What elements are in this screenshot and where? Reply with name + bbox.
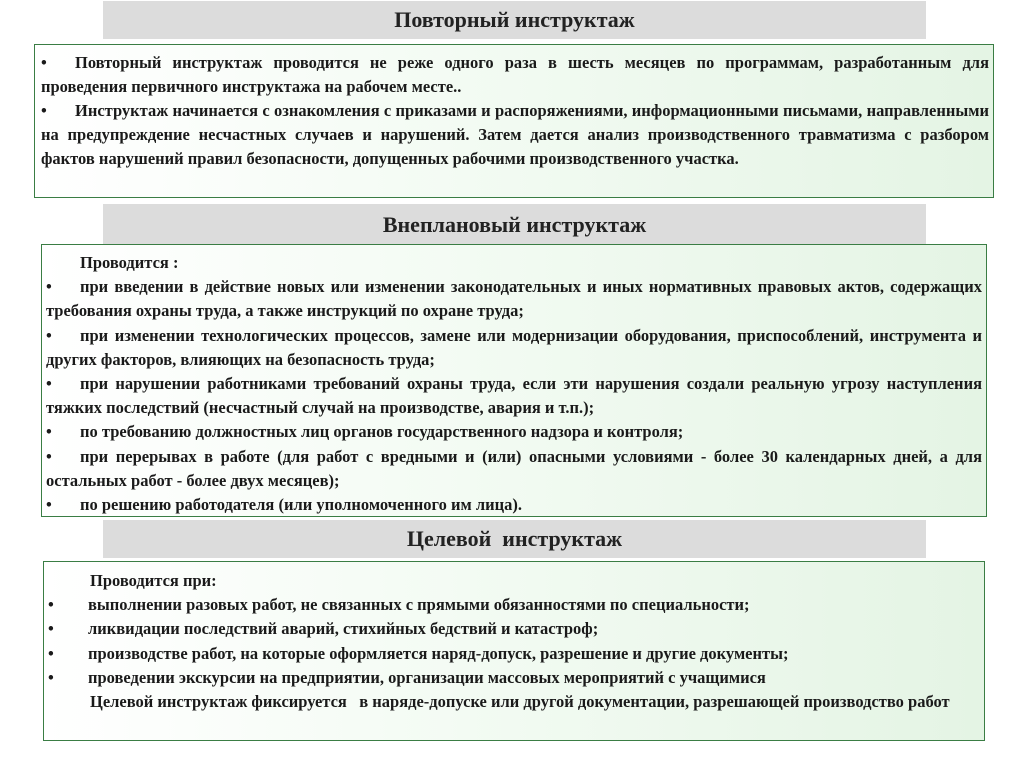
bullet-icon: • bbox=[41, 53, 47, 72]
list-item bbox=[46, 324, 982, 372]
list-item bbox=[41, 99, 989, 171]
closing-text: Целевой инструктаж фиксируется в наряде-допуске или другой документации, разрешающей производство работ bbox=[90, 692, 950, 712]
item-text: по решению работодателя (или уполномоченного им лица). bbox=[80, 495, 523, 515]
bullet-icon: • bbox=[46, 422, 52, 442]
lead-text: Проводится при: bbox=[90, 571, 217, 590]
item-text: при нарушении работниками требований охраны труда, если эти нарушения создали реальную угрозу наступления тяжких последствий (несчастный случай на производстве, авария и т.п.); bbox=[46, 374, 982, 418]
item-text: Инструктаж начинается с ознакомления с приказами и распоряжениями, информационными письмами, направленными на предупреждение несчастных случаев и нарушений. Затем дается анализ производственного травматизма с разбором фактов нарушений правил безопасности, допущенных рабочими производственного участка. bbox=[41, 101, 989, 168]
list-item bbox=[46, 445, 982, 493]
item-text: проведении экскурсии на предприятии, организации массовых мероприятий с учащимися bbox=[88, 667, 766, 687]
bullet-icon: • bbox=[41, 101, 47, 120]
section-title-unscheduled-text: Внеплановый инструктаж bbox=[382, 212, 647, 237]
list-item bbox=[48, 617, 980, 641]
item-text: при введении в действие новых или изменении законодательных и иных нормативных правовых актов, содержащих требования охраны труда, а также инструкций по охране труда; bbox=[46, 277, 982, 321]
item-text: при изменении технологических процессов, замене или модернизации оборудования, приспособлений, инструмента и других факторов, влияющих на безопасность труда; bbox=[46, 325, 982, 369]
list-item bbox=[41, 51, 989, 99]
lead-text: Проводится : bbox=[80, 253, 179, 272]
bullet-icon: • bbox=[48, 667, 54, 687]
bullet-icon: • bbox=[46, 325, 52, 345]
bullet-icon: • bbox=[46, 277, 52, 297]
list-item bbox=[46, 493, 982, 517]
bullet-icon: • bbox=[48, 619, 54, 639]
section-title-targeted-text: Целевой инструктаж bbox=[406, 526, 623, 551]
bullet-icon: • bbox=[46, 446, 52, 466]
item-text: по требованию должностных лиц органов государственного надзора и контроля; bbox=[80, 422, 684, 442]
item-text: производстве работ, на которые оформляется наряд-допуск, разрешение и другие документы; bbox=[88, 643, 789, 663]
bullet-icon: • bbox=[48, 643, 54, 663]
panel-targeted bbox=[43, 561, 985, 741]
list-item bbox=[46, 420, 982, 444]
section-title-repeat bbox=[103, 1, 926, 39]
section-title-unscheduled bbox=[103, 204, 926, 246]
section-title-targeted bbox=[103, 520, 926, 558]
panel-unscheduled bbox=[41, 244, 987, 517]
item-text: при перерывах в работе (для работ с вредными и (или) опасными условиями - более 30 календарных дней, а для остальных работ - более двух месяцев); bbox=[46, 446, 982, 490]
bullet-icon: • bbox=[48, 595, 54, 615]
list-item bbox=[48, 642, 980, 666]
list-item bbox=[48, 593, 980, 617]
item-text: Повторный инструктаж проводится не реже одного раза в шесть месяцев по программам, разработанным для проведения первичного инструктажа на рабочем месте.. bbox=[41, 53, 989, 96]
item-text: ликвидации последствий аварий, стихийных бедствий и катастроф; bbox=[88, 619, 599, 639]
list-item bbox=[46, 275, 982, 323]
item-text: выполнении разовых работ, не связанных с прямыми обязанностями по специальности; bbox=[88, 595, 750, 615]
section-title-repeat-text: Повторный инструктаж bbox=[394, 7, 635, 32]
list-item bbox=[48, 666, 980, 690]
panel-repeat bbox=[34, 44, 994, 198]
bullet-icon: • bbox=[46, 495, 52, 515]
bullet-icon: • bbox=[46, 374, 52, 394]
list-item bbox=[46, 372, 982, 420]
